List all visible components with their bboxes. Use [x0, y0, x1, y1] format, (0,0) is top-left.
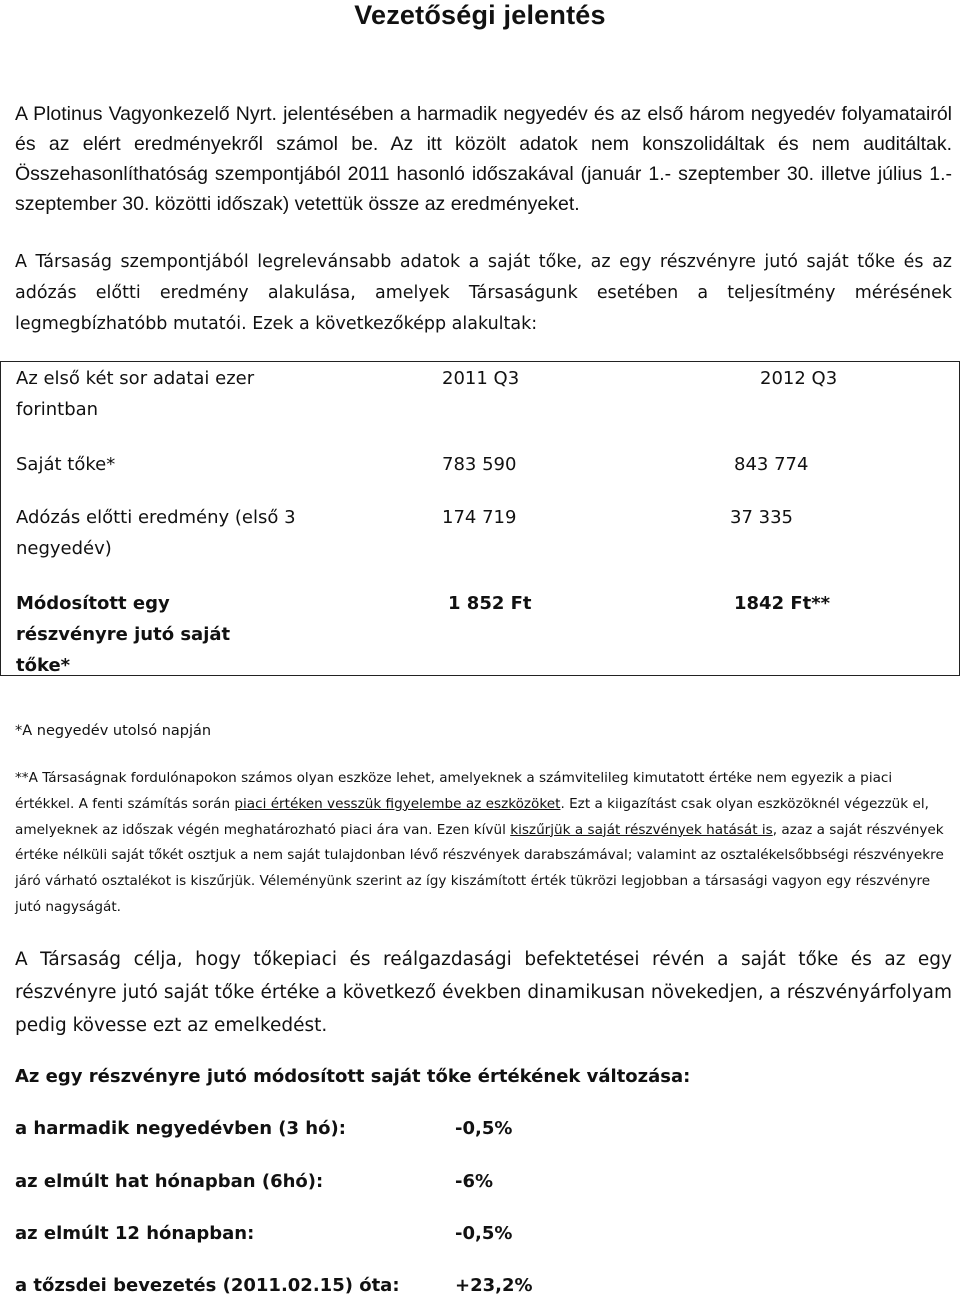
intro-paragraph: A Plotinus Vagyonkezelő Nyrt. jelentésében a harmadik negyedév és az első három negyedév folyamatairól és az elért eredményekről számol be. Az itt közölt adatok nem konszolidáltak és nem auditáltak. Összehasonlíthatóság szempontjából 2011 hasonló időszakával (január 1.- szeptember 30. illetve július 1.- szeptember 30. közötti időszak) vetettük össze az eredményeket.: [15, 103, 952, 215]
table-header-2012: 2012 Q3: [760, 368, 838, 389]
footnote-text-3: , azaz a saját részvények értéke nélküli saját tőkét osztjuk a nem saját tulajdonban lévő részvények darabszámával; valamint az osztalékelsőbbségi részvényekre járó várható osztalékot is kiszűrjük. Véleményünk szerint az így kiszámított érték tükrözi legjobban a társasági vagyon egy részvényre jutó nagyságát.: [15, 821, 944, 915]
row-pershare-label: Módosított egy részvényre jutó saját tőke*: [16, 593, 231, 676]
row-pretax-label: Adózás előtti eredmény (első 3 negyedév): [16, 507, 296, 559]
metrics-paragraph: A Társaság szempontjából legrelevánsabb adatok a saját tőke, az egy részvényre jutó saját tőke és az adózás előtti eredmény alakulása, amelyek Társaságunk esetében a teljesítmény mérésének legmegbízhatóbb mutatói. Ezek a következőképp alakultak:: [15, 252, 952, 334]
change-heading: Az egy részvényre jutó módosított saját tőke értékének változása:: [15, 1066, 691, 1087]
footnote-underlined-market-value: piaci értéken vesszük figyelembe az eszközöket: [234, 795, 561, 812]
change-value-3m: -0,5%: [455, 1118, 513, 1139]
change-value-since-listing: +23,2%: [455, 1275, 533, 1296]
document-title: Vezetőségi jelentés: [354, 0, 606, 30]
row-equity-2011: 783 590: [442, 454, 517, 475]
change-label-since-listing: a tőzsdei bevezetés (2011.02.15) óta:: [15, 1275, 400, 1296]
row-pershare-2012: 1842 Ft**: [734, 593, 831, 614]
footnote-adjustment: [15, 766, 952, 921]
row-pershare-2011: 1 852 Ft: [448, 593, 532, 614]
table-header-label: Az első két sor adatai ezer forintban: [16, 368, 255, 420]
row-equity-2012: 843 774: [734, 454, 809, 475]
footnote-text-2: . Ezt a kiigazítást csak olyan eszközöknél végezzük el, amelyeknek az időszak végén meghatározható piaci ára van. Ezen kívül: [15, 795, 929, 838]
change-label-6m: az elmúlt hat hónapban (6hó):: [15, 1171, 324, 1192]
table-header-2011: 2011 Q3: [442, 368, 520, 389]
row-equity-label: Saját tőke*: [16, 454, 116, 475]
goal-paragraph: A Társaság célja, hogy tőkepiaci és reálgazdasági befektetései révén a saját tőke és az egy részvényre jutó saját tőke értéke a következő években dinamikusan növekedjen, a részvényárfolyam pedig kövesse ezt az emelkedést.: [15, 949, 952, 1036]
footnote-underlined-own-shares: kiszűrjük a saját részvények hatását is: [510, 821, 773, 838]
change-label-3m: a harmadik negyedévben (3 hó):: [15, 1118, 346, 1139]
row-pretax-2012: 37 335: [730, 507, 793, 528]
footnote-text-1: **A Társaságnak fordulónapokon számos olyan eszköze lehet, amelyeknek a számvitelileg kimutatott értéke nem egyezik a piaci értékkel. A fenti számítás során: [15, 770, 893, 812]
change-value-6m: -6%: [455, 1171, 494, 1192]
change-value-12m: -0,5%: [455, 1223, 513, 1244]
change-label-12m: az elmúlt 12 hónapban:: [15, 1223, 255, 1244]
results-table: [0, 361, 960, 676]
footnote-last-day: *A negyedév utolsó napján: [15, 723, 212, 739]
row-pretax-2011: 174 719: [442, 507, 517, 528]
